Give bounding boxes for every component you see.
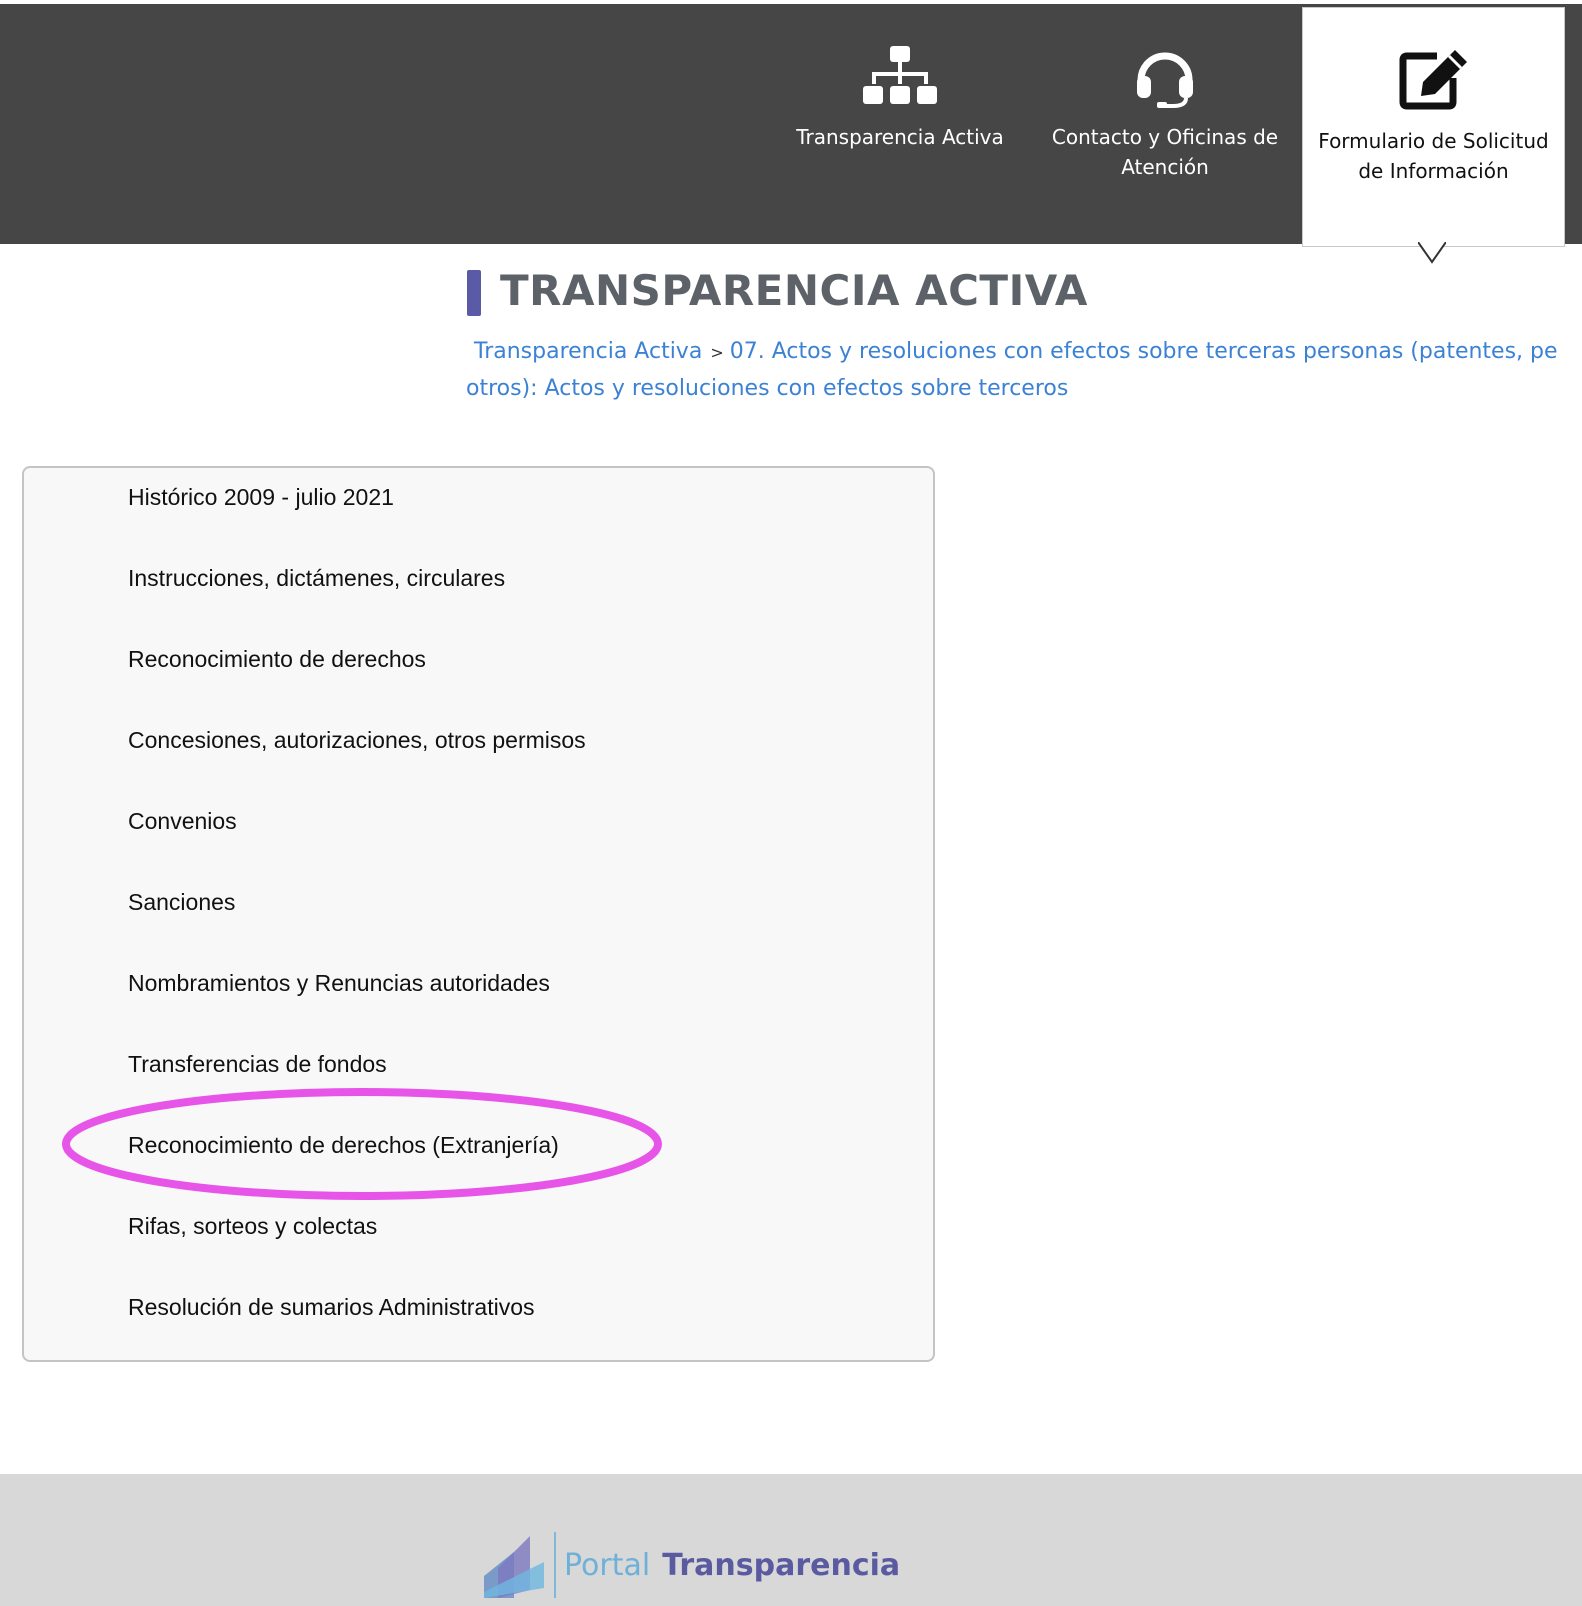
logo-text-portal: Portal <box>564 1547 651 1583</box>
headset-icon <box>1128 46 1202 108</box>
menu-item-nombramientos[interactable]: Nombramientos y Renuncias autoridades <box>128 970 550 996</box>
menu-item-reconocimiento-derechos[interactable]: Reconocimiento de derechos <box>128 646 426 672</box>
nav-contacto-oficinas[interactable] <box>1050 4 1280 244</box>
breadcrumb-current-link-continued[interactable]: otros): Actos y resoluciones con efectos sobre terceros <box>466 376 1069 401</box>
breadcrumb-current-link[interactable]: 07. Actos y resoluciones con efectos sobre terceras personas (patentes, pe <box>729 339 1558 364</box>
portal-transparencia-logo[interactable] <box>484 1530 904 1600</box>
logo-text-transparencia: Transparencia <box>662 1547 901 1583</box>
breadcrumb-separator: > <box>710 343 724 362</box>
breadcrumb <box>466 334 1582 407</box>
menu-item-convenios[interactable]: Convenios <box>128 808 237 834</box>
edit-form-icon <box>1397 48 1471 110</box>
menu-item-sumarios[interactable]: Resolución de sumarios Administrativos <box>128 1294 535 1320</box>
menu-item-historico[interactable]: Histórico 2009 - julio 2021 <box>128 484 394 510</box>
nav-label: Transparencia Activa <box>796 125 1004 149</box>
nav-label: Formulario de Solicitud de Información <box>1318 129 1549 183</box>
nav-formulario-solicitud[interactable] <box>1302 7 1565 247</box>
active-tab-caret <box>1418 242 1446 264</box>
menu-item-concesiones[interactable]: Concesiones, autorizaciones, otros permisos <box>128 727 586 753</box>
menu-item-reconocimiento-extranjeria[interactable]: Reconocimiento de derechos (Extranjería) <box>128 1132 559 1158</box>
page-title: TRANSPARENCIA ACTIVA <box>500 266 1088 315</box>
nav-transparencia-activa[interactable] <box>790 4 1010 244</box>
menu-item-instrucciones[interactable]: Instrucciones, dictámenes, circulares <box>128 565 506 591</box>
sitemap-icon <box>863 46 937 108</box>
top-navigation-bar <box>0 4 1582 244</box>
menu-item-transferencias[interactable]: Transferencias de fondos <box>128 1051 387 1077</box>
breadcrumb-root-link[interactable]: Transparencia Activa <box>474 339 703 364</box>
menu-item-rifas[interactable]: Rifas, sorteos y colectas <box>128 1213 378 1239</box>
title-accent-bar <box>467 270 481 316</box>
logo-divider <box>554 1532 556 1598</box>
menu-item-sanciones[interactable]: Sanciones <box>128 889 236 915</box>
nav-label: Contacto y Oficinas de Atención <box>1051 125 1279 179</box>
category-menu <box>22 466 935 1362</box>
logo-mark-icon <box>484 1532 546 1598</box>
